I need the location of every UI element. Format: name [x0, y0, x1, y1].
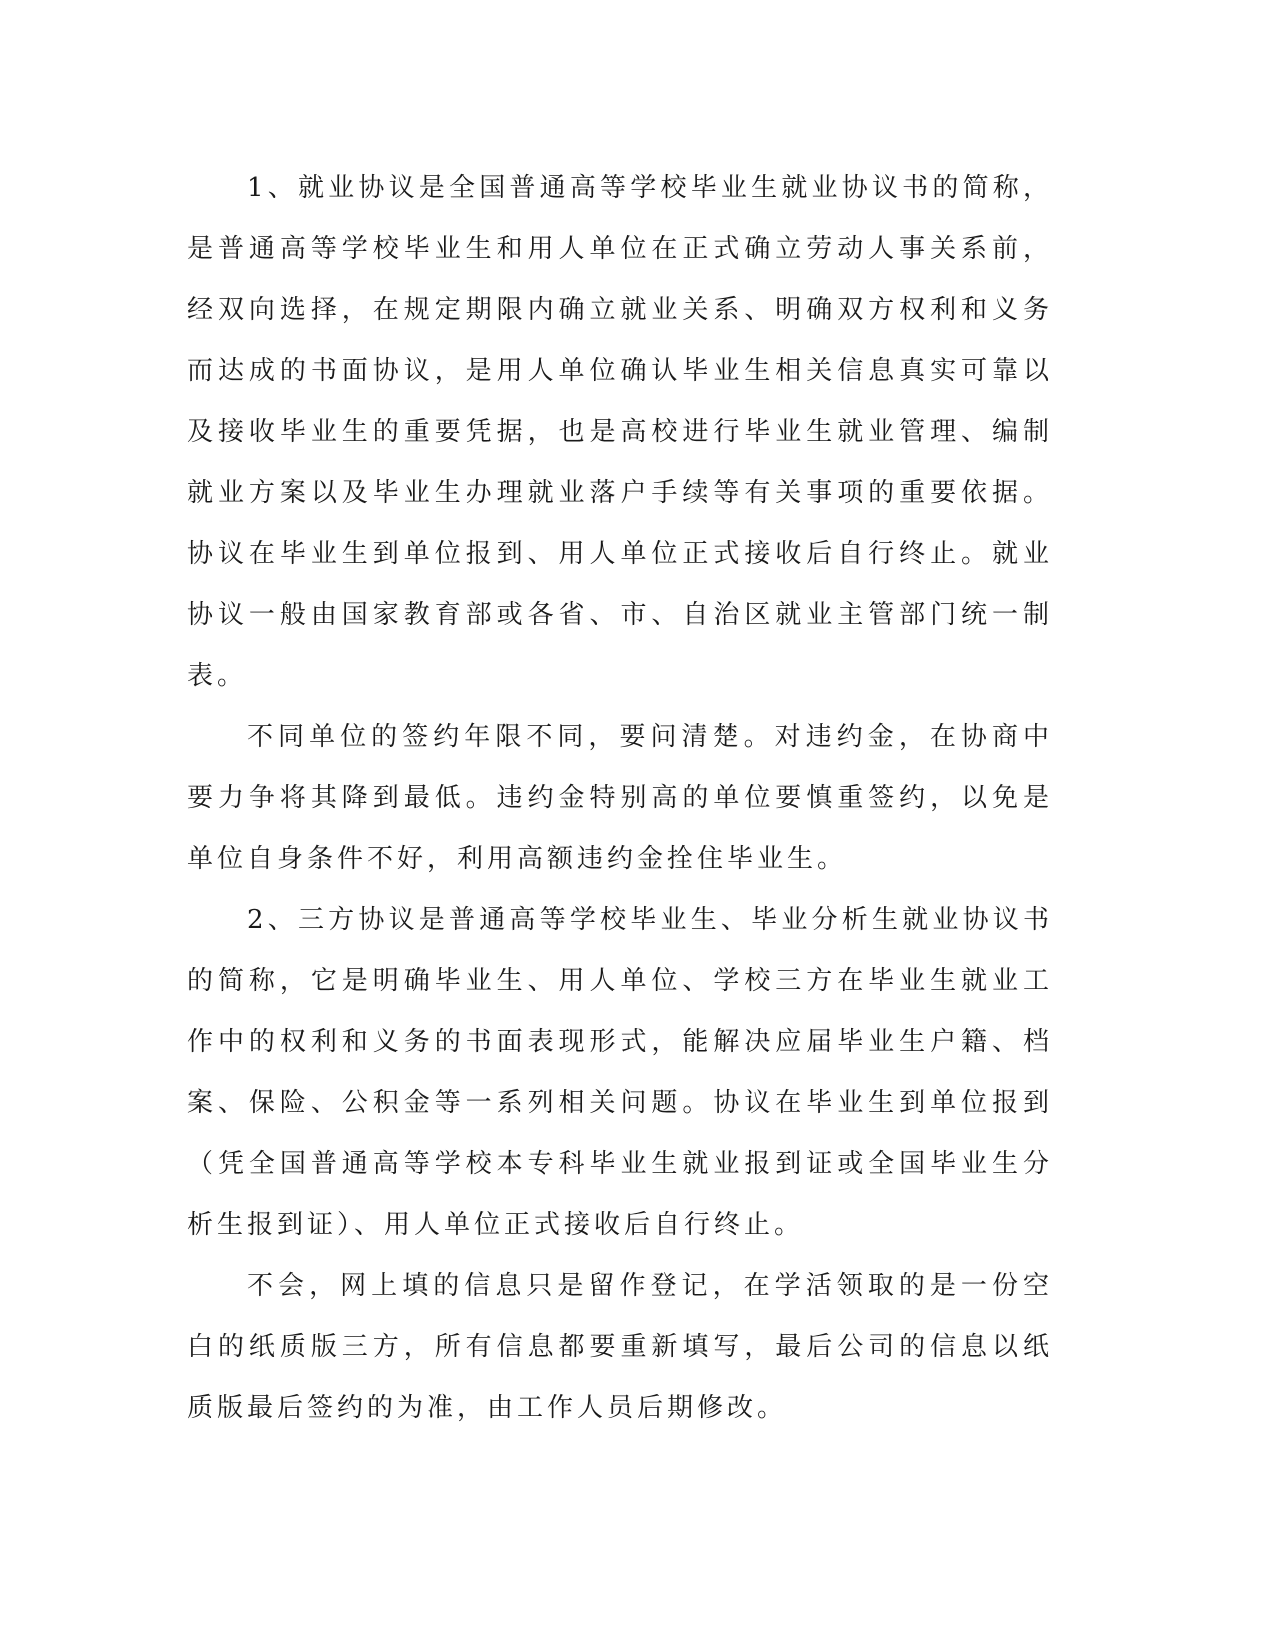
paragraph-contract-term: 不同单位的签约年限不同，要问清楚。对违约金，在协商中要力争将其降到最低。违约金特别高的单位要慎重签约，以免是单位自身条件不好，利用高额违约金拴住毕业生。 [187, 722, 1053, 874]
paragraph-tripartite-agreement: 2、三方协议是普通高等学校毕业生、毕业分析生就业协议书的简称，它是明确毕业生、用人单位、学校三方在毕业生就业工作中的权利和义务的书面表现形式，能解决应届毕业生户籍、档案、保险、公积金等一系列相关问题。协议在毕业生到单位报到（凭全国普通高等学校本专科毕业生就业报到证或全国毕业生分析生报到证）、用人单位正式接收后自行终止。 [187, 905, 1053, 1240]
paragraph-online-info: 不会，网上填的信息只是留作登记，在学活领取的是一份空白的纸质版三方，所有信息都要重新填写，最后公司的信息以纸质版最后签约的为准，由工作人员后期修改。 [187, 1271, 1053, 1423]
paragraph-employment-agreement: 1、就业协议是全国普通高等学校毕业生就业协议书的简称，是普通高等学校毕业生和用人单位在正式确立劳动人事关系前，经双向选择，在规定期限内确立就业关系、明确双方权利和义务而达成的书面协议，是用人单位确认毕业生相关信息真实可靠以及接收毕业生的重要凭据，也是高校进行毕业生就业管理、编制就业方案以及毕业生办理就业落户手续等有关事项的重要依据。协议在毕业生到单位报到、用人单位正式接收后自行终止。就业协议一般由国家教育部或各省、市、自治区就业主管部门统一制表。 [187, 173, 1053, 691]
document-body [187, 158, 1053, 1439]
